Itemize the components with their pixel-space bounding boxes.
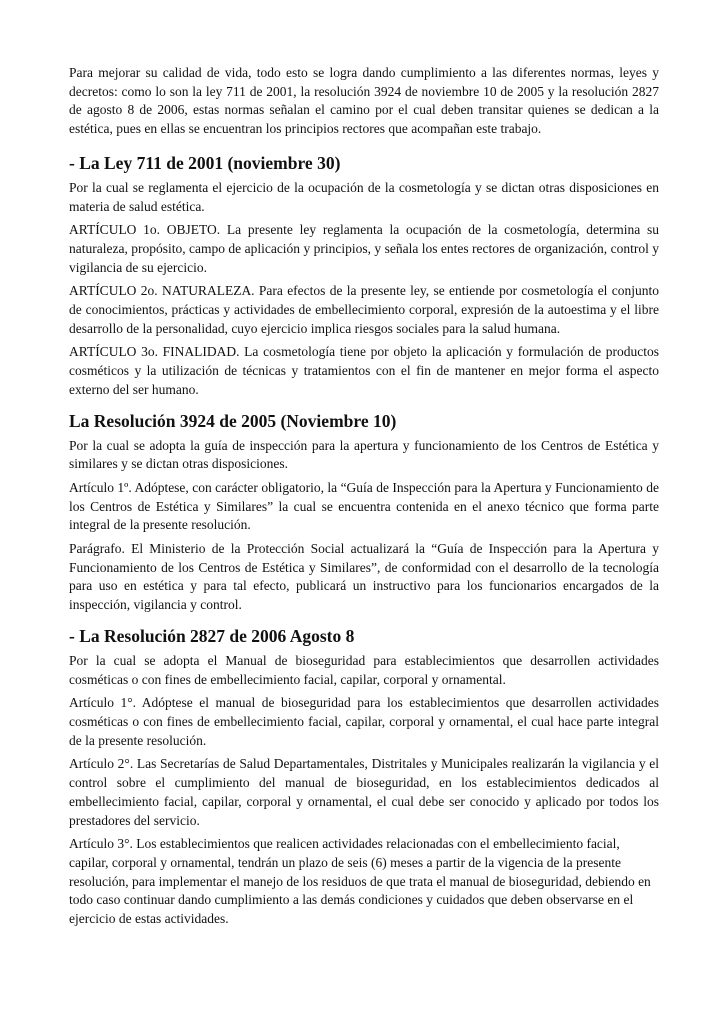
paragraph: Parágrafo. El Ministerio de la Protección Social actualizará la “Guía de Inspección para la Apertura y Funcionamiento de los Centros de Estética y Similares”, de conformidad con el desarrollo de la tecnología para uso en estética y para tal efecto, publicará un instructivo para los funcionarios encargados de la inspección, vigilancia y control. xyxy=(69,541,659,613)
paragraph: Artículo 3°. Los establecimientos que realicen actividades relacionadas con el embellecimiento facial, capilar, corporal y ornamental, tendrán un plazo de seis (6) meses a partir de la vigencia de la presente resolución, para implementar el manejo de los residuos de que trata el manual de bioseguridad, debiendo en todo caso continuar dando cumplimiento a las demás condiciones y cuidados que deben observarse en el ejercicio de estas actividades. xyxy=(69,836,651,927)
section-heading: La Resolución 3924 de 2005 (Noviembre 10) xyxy=(69,410,397,431)
paragraph: Por la cual se adopta el Manual de bioseguridad para establecimientos que desarrollen actividades cosméticas o con fines de embellecimiento facial, capilar, corporal y ornamental. xyxy=(69,652,659,687)
paragraph: Artículo 2°. Las Secretarías de Salud Departamentales, Distritales y Municipales realizarán la vigilancia y el control sobre el cumplimiento del manual de bioseguridad, en los establecimientos dedicados al embellecimiento facial, capilar, corporal y ornamental, el cual debe ser conocido y aplicado por todos los prestadores del servicio. xyxy=(69,756,659,828)
paragraph: Artículo 1°. Adóptese el manual de bioseguridad para los establecimientos que desarrollen actividades cosméticas o con fines de embellecimiento facial, capilar, corporal y ornamental, el cual hace parte integral de la presente resolución. xyxy=(69,695,659,748)
paragraph: ARTÍCULO 1o. OBJETO. La presente ley reglamenta la ocupación de la cosmetología, determina su naturaleza, propósito, campo de aplicación y principios, y señala los entes rectores de organización, control y vigilancia de su ejercicio. xyxy=(69,222,659,275)
document-page xyxy=(69,64,659,934)
section-heading: - La Ley 711 de 2001 (noviembre 30) xyxy=(69,152,341,173)
section-resolucion-2827 xyxy=(69,625,659,929)
section-heading: - La Resolución 2827 de 2006 Agosto 8 xyxy=(69,625,355,646)
intro-paragraph: Para mejorar su calidad de vida, todo esto se logra dando cumplimiento a las diferentes normas, leyes y decretos: como lo son la ley 711 de 2001, la resolución 3924 de noviembre 10 de 2005 y la resolución 2827 de agosto 8 de 2006, estas normas señalan el camino por el cual deben transitar quienes se dedican a la estética, pues en ellas se encuentran los principios rectores que acompañan este trabajo. xyxy=(69,65,659,137)
paragraph: ARTÍCULO 3o. FINALIDAD. La cosmetología tiene por objeto la aplicación y formulación de productos cosméticos y la utilización de técnicas y tratamientos con el fin de mantener en mejor forma el aspecto externo del ser humano. xyxy=(69,344,659,397)
paragraph: Por la cual se adopta la guía de inspección para la apertura y funcionamiento de los Centros de Estética y similares y se dictan otras disposiciones. xyxy=(69,437,659,472)
section-resolucion-3924 xyxy=(69,410,659,615)
paragraph: Por la cual se reglamenta el ejercicio de la ocupación de la cosmetología y se dictan otras disposiciones en materia de salud estética. xyxy=(69,179,659,214)
paragraph: ARTÍCULO 2o. NATURALEZA. Para efectos de la presente ley, se entiende por cosmetología el conjunto de conocimientos, prácticas y actividades de embellecimiento corporal, expresión de la autoestima y el libre desarrollo de la personalidad, cuyo ejercicio implica riesgos sociales para la salud humana. xyxy=(69,283,659,336)
section-ley-711 xyxy=(69,152,659,400)
paragraph: Artículo 1º. Adóptese, con carácter obligatorio, la “Guía de Inspección para la Apertura y Funcionamiento de los Centros de Estética y Similares” la cual se encuentra contenida en el anexo técnico que forma parte integral de la presente resolución. xyxy=(69,479,659,533)
